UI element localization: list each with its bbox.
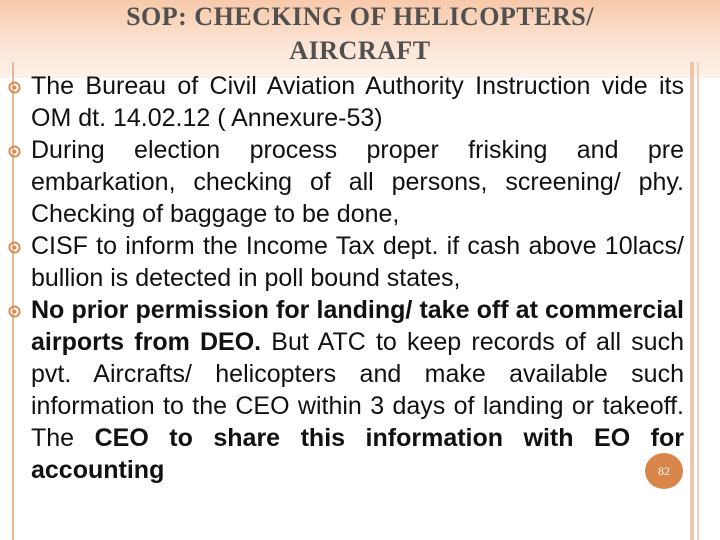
slide-title-line-2: AIRCRAFT	[289, 36, 431, 65]
bullet-text-mid: But ATC to keep records of all such pvt. Aircrafts/ helicopters and make available such information to the CEO within 3 days of landing or takeoff. The	[31, 328, 684, 452]
right-rule-inner	[697, 62, 699, 540]
bullet-text: During election process proper frisking and pre embarkation, checking of all persons, screening/ phy. Checking of baggage to be done,	[31, 136, 684, 228]
right-rule	[690, 62, 694, 540]
bullet-text: The Bureau of Civil Aviation Authority Instruction vide its OM dt. 14.02.12 ( Annexure-53)	[31, 72, 684, 132]
bullet-text	[31, 294, 684, 486]
bullet-list	[18, 70, 684, 486]
left-rule	[12, 62, 14, 540]
circle-bullet-icon	[8, 241, 21, 254]
bullet-item	[18, 294, 684, 486]
page-number-badge: 82	[645, 453, 683, 489]
circle-bullet-icon	[8, 305, 21, 318]
circle-bullet-icon	[8, 145, 21, 158]
slide-title-line-1: SOP: CHECKING OF HELICOPTERS/	[126, 2, 594, 31]
bullet-item	[18, 70, 684, 134]
bullet-bold-tail: CEO to share this information with EO for accounting	[31, 424, 684, 484]
circle-bullet-icon	[8, 81, 21, 94]
bullet-text: CISF to inform the Income Tax dept. if cash above 10lacs/ bullion is detected in poll bound states,	[31, 232, 684, 292]
bullet-item	[18, 230, 684, 294]
slide-title	[0, 0, 720, 68]
bullet-bold-lead: No prior permission for landing/ take off at commercial airports from DEO.	[31, 296, 684, 356]
bullet-item	[18, 134, 684, 230]
